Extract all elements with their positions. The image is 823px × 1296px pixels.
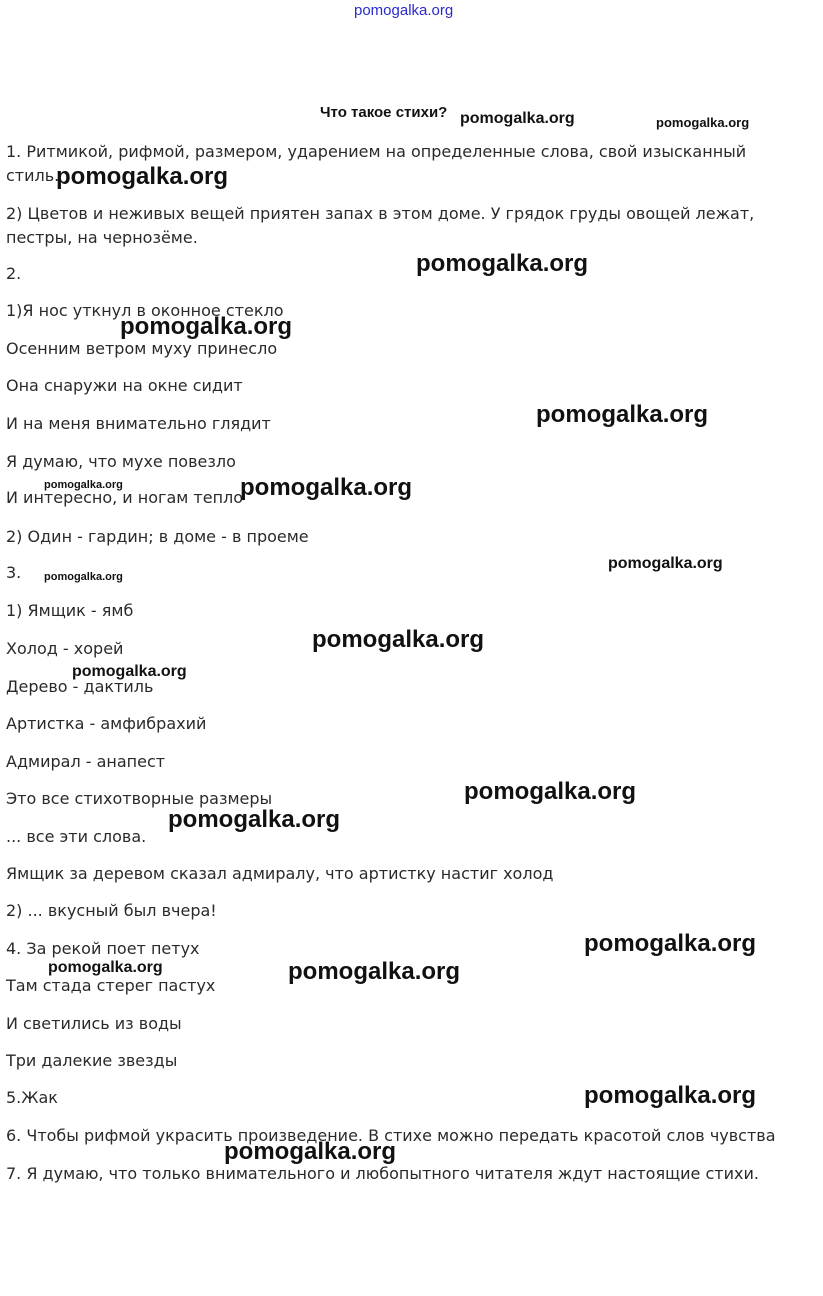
text-line: Артистка - амфибрахий — [6, 714, 207, 733]
watermark: pomogalka.org — [584, 930, 757, 957]
watermark: pomogalka.org — [416, 250, 589, 277]
text-line: 3. — [6, 563, 22, 582]
watermark: pomogalka.org — [312, 626, 485, 653]
text-line: 4. За рекой поет петух — [6, 939, 200, 958]
text-line: 5.Жак — [6, 1088, 58, 1107]
text-line: Адмирал - анапест — [6, 752, 166, 771]
text-line: Дерево - дактиль — [6, 677, 154, 696]
watermark: pomogalka.org — [72, 663, 187, 680]
text-line: 2) Один - гардин; в доме - в проеме — [6, 527, 309, 546]
text-line: 6. Чтобы рифмой украсить произведение. В стихе можно передать красотой слов чувства — [6, 1126, 776, 1145]
text-line: ... все эти слова. — [6, 827, 147, 846]
watermark: pomogalka.org — [536, 401, 709, 428]
watermark: pomogalka.org — [288, 958, 461, 985]
text-line: Три далекие звезды — [6, 1051, 178, 1070]
page-title: Что такое стихи? — [320, 104, 448, 121]
watermark: pomogalka.org — [168, 806, 341, 833]
watermark: pomogalka.org — [460, 110, 575, 127]
text-line: 7. Я думаю, что только внимательного и любопытного читателя ждут настоящие стихи. — [6, 1164, 759, 1183]
text-line: 2) Цветов и неживых вещей приятен запах в этом доме. У грядок груды овощей лежат, — [6, 204, 755, 223]
text-line: 1) Ямщик - ямб — [6, 601, 134, 620]
text-line: Это все стихотворные размеры — [6, 789, 273, 808]
watermark: pomogalka.org — [56, 163, 229, 190]
text-line: Ямщик за деревом сказал адмиралу, что артистку настиг холод — [6, 864, 554, 883]
watermark: pomogalka.org — [48, 959, 163, 976]
watermark: pomogalka.org — [656, 115, 750, 130]
text-line: стиль. — [6, 166, 60, 185]
text-line: Она снаружи на окне сидит — [6, 376, 243, 395]
text-line: 1)Я нос уткнул в оконное стекло — [6, 301, 284, 320]
watermark: pomogalka.org — [608, 555, 723, 572]
text-line: Я думаю, что мухе повезло — [6, 452, 236, 471]
watermark: pomogalka.org — [584, 1082, 757, 1109]
watermark: pomogalka.org — [240, 474, 413, 501]
text-line: Осенним ветром муху принесло — [6, 339, 278, 358]
watermark: pomogalka.org — [120, 313, 293, 340]
text-line: И интересно, и ногам тепло — [6, 488, 244, 507]
text-line: пестры, на чернозёме. — [6, 228, 198, 247]
watermark: pomogalka.org — [44, 479, 123, 491]
text-line: 2) ... вкусный был вчера! — [6, 901, 217, 920]
text-line: Там стада стерег пастух — [6, 976, 216, 995]
text-line: 1. Ритмикой, рифмой, размером, ударением на определенные слова, свой изысканный — [6, 142, 747, 161]
text-line: И на меня внимательно глядит — [6, 414, 271, 433]
top-watermark: pomogalka.org — [354, 2, 454, 19]
text-line: И светились из воды — [6, 1014, 182, 1033]
watermark: pomogalka.org — [224, 1138, 397, 1165]
text-line: 2. — [6, 264, 22, 283]
text-line: Холод - хорей — [6, 639, 124, 658]
watermark: pomogalka.org — [464, 778, 637, 805]
watermark: pomogalka.org — [44, 571, 123, 583]
